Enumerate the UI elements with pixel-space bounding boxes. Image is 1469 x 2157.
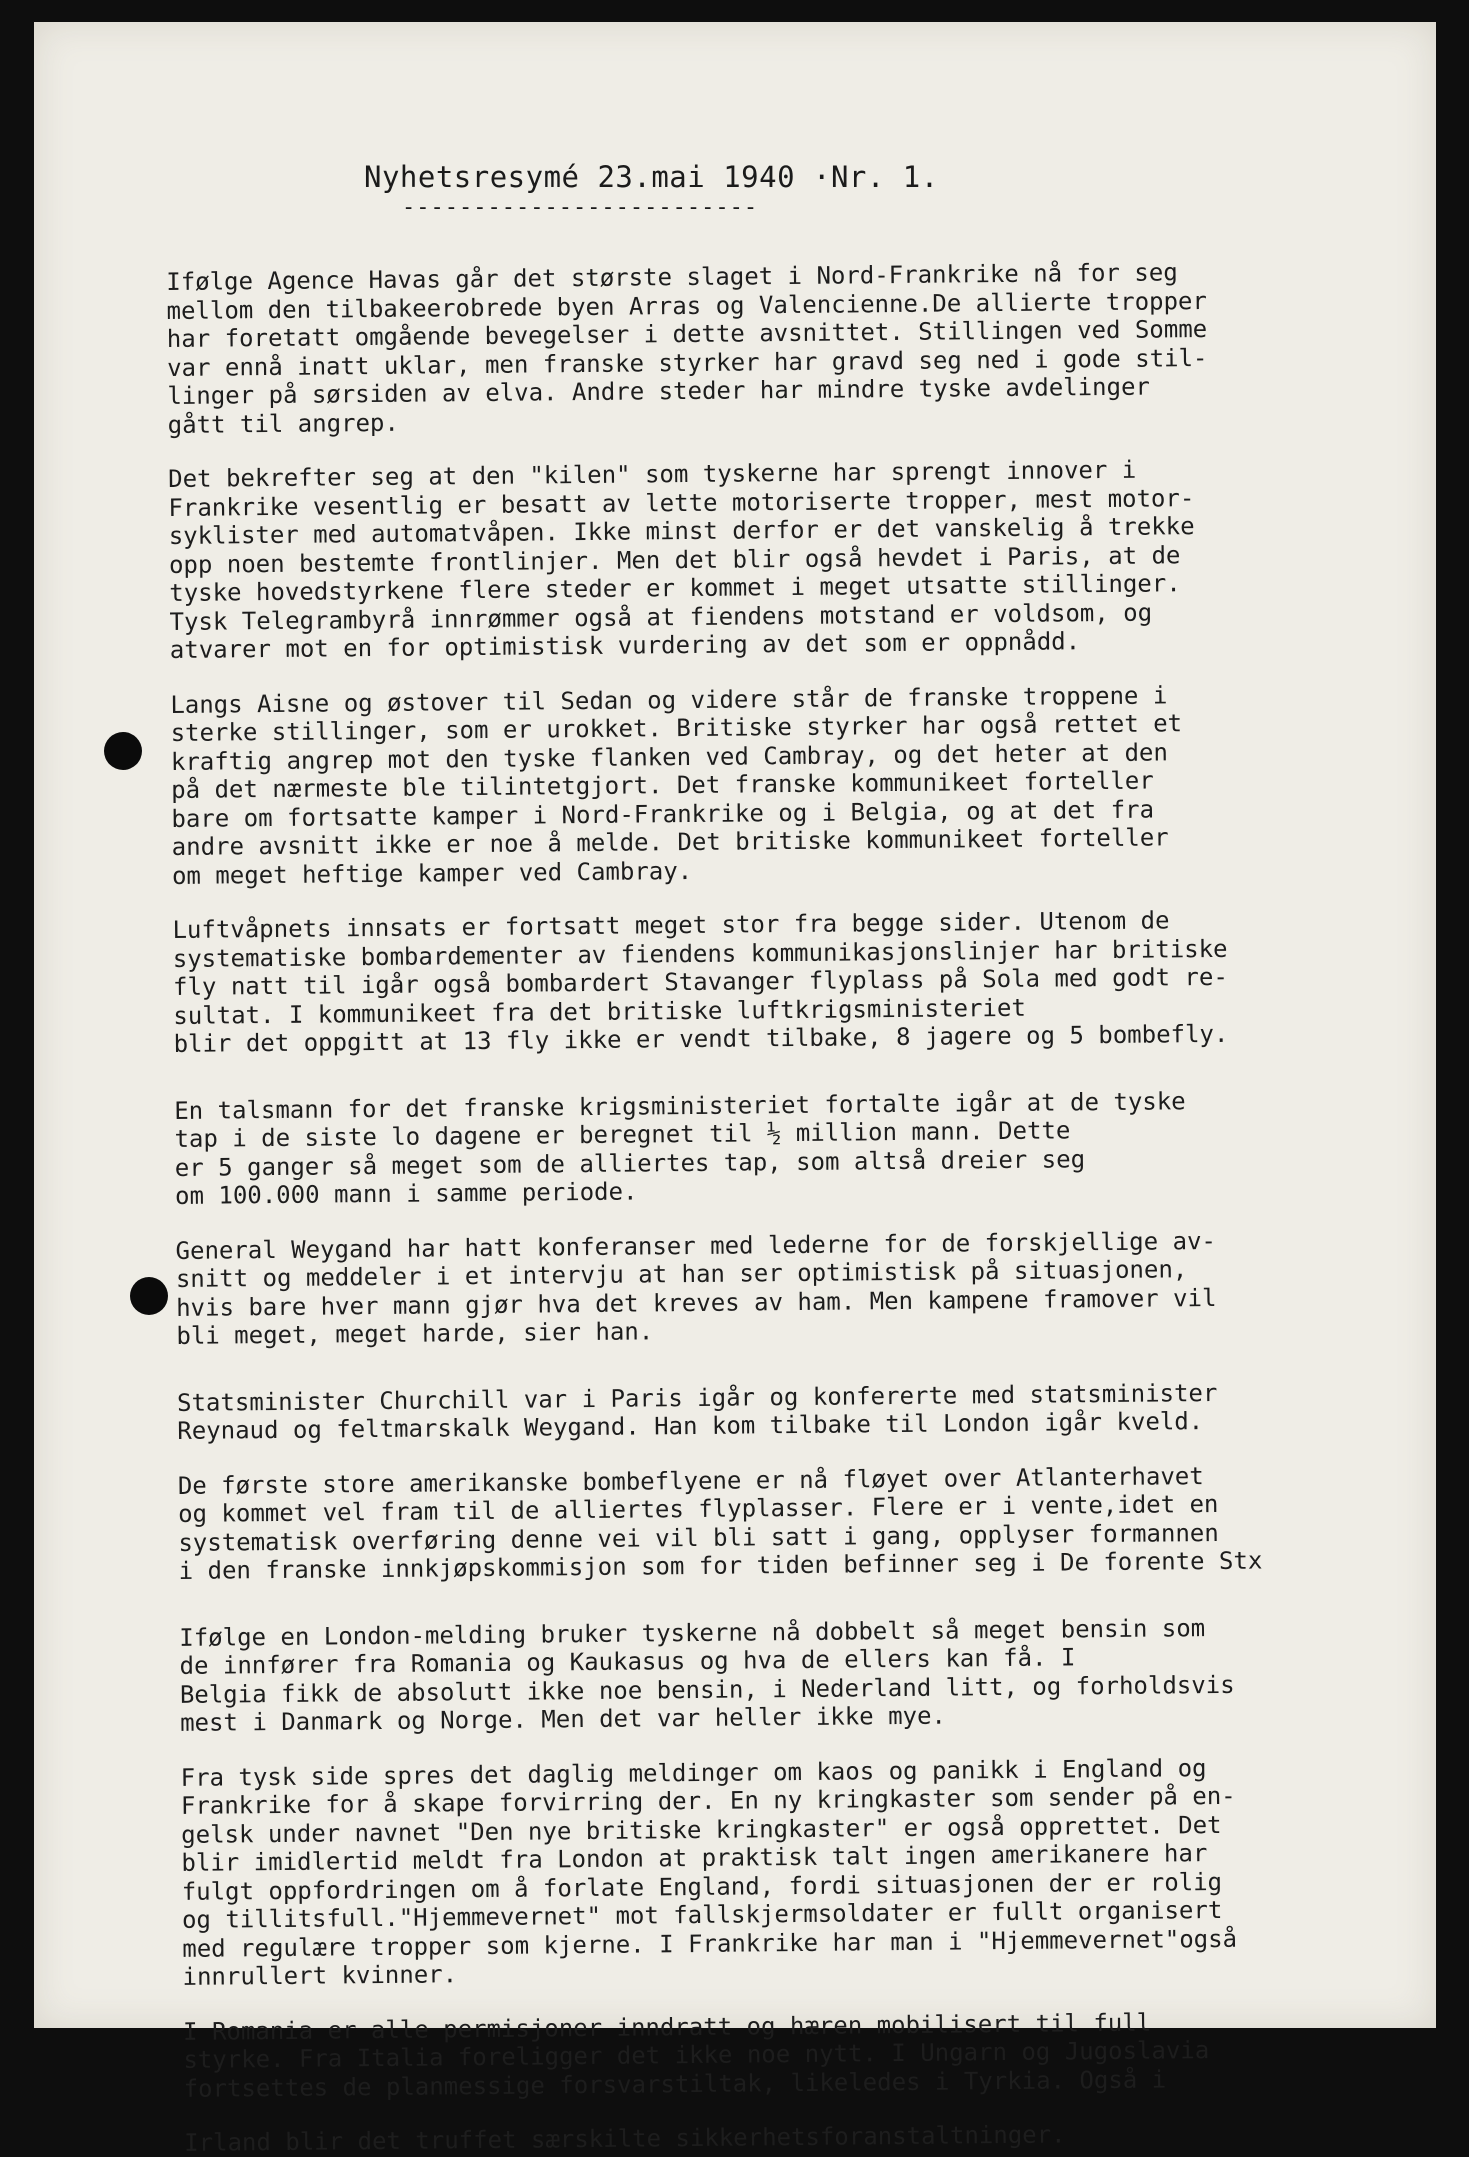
paragraph — [172, 904, 1428, 1059]
text-line: bli meget, meget harde, sier han. — [176, 1317, 654, 1350]
text-line: En talsmann for det franske krigsministeriet fortalte igår at de tyske — [174, 1086, 1186, 1125]
punch-hole — [130, 1277, 168, 1315]
text-line: Statsminister Churchill var i Paris igår og konfererte med statsminister — [176, 1378, 1218, 1417]
text-line: Frankrike vesentlig er besatt av lette motoriserte tropper, mest motor- — [168, 483, 1195, 522]
text-line: i den franske innkjøpskommisjon som for tiden befinner seg i De forente Stx — [178, 1546, 1263, 1585]
paragraph — [178, 1459, 1434, 1585]
text-line: Ifølge en London-melding bruker tyskerne nå dobbelt så meget bensin som — [179, 1613, 1206, 1652]
paragraph — [166, 256, 1423, 439]
text-line: Belgia fikk de absolutt ikke noe bensin, i Nederland litt, og forholdsvis — [179, 1670, 1235, 1709]
text-line: Ifølge Agence Havas går det største slaget i Nord-Frankrike nå for seg — [166, 258, 1178, 296]
text-line: de innfører fra Romania og Kaukasus og hva de ellers kan få. I — [179, 1643, 1076, 1680]
paragraph — [174, 1084, 1430, 1210]
text-line: mellom den tilbakeerobrede byen Arras og Valencienne.De allierte tropper — [166, 286, 1208, 325]
text-line: blir imidlertid meldt fra London at praktisk talt ingen amerikanere har — [181, 1839, 1208, 1877]
text-line: på det nærmeste ble tilintetgjort. Det franske kommunikeet forteller — [171, 766, 1154, 804]
text-line: mest i Danmark og Norge. Men det var heller ikke mye. — [180, 1701, 947, 1737]
text-line: fortsettes de planmessige forsvarstiltak, likeledes i Tyrkia. Også i — [183, 2064, 1167, 2103]
text-line: om 100.000 mann i samme periode. — [174, 1177, 638, 1210]
text-line: er 5 ganger så meget som de alliertes tap, som altså dreier seg — [174, 1144, 1086, 1182]
text-line: gelsk under navnet "Den nye britiske kringkaster" er også opprettet. Det — [181, 1810, 1222, 1849]
text-line: I Romania er alle permisjoner inndratt og hæren mobilisert til full — [182, 2008, 1152, 2046]
text-line: Frankrike for å skape forvirring der. En ny kringkaster som sender på en- — [180, 1781, 1236, 1820]
document-body — [166, 238, 1439, 2157]
text-line: om meget heftige kamper ved Cambray. — [171, 856, 693, 890]
text-line: Reynaud og feltmarskalk Weygand. Han kom tilbake til London igår kveld. — [177, 1407, 1204, 1445]
text-line: Luftvåpnets innsats er fortsatt meget stor fra begge sider. Utenom de — [172, 906, 1170, 944]
text-line: atvarer mot en for optimistisk vurdering av det som er oppnådd. — [169, 627, 1081, 664]
text-line: sterke stillinger, som er urokket. Britiske styrker har også rettet et — [170, 709, 1183, 747]
paragraph — [181, 1751, 1438, 1991]
text-line: kraftig angrep mot den tyske flanken ved Cambray, og det heter at den — [170, 737, 1168, 776]
paragraph — [183, 2005, 1439, 2103]
text-line: blir det oppgitt at 13 fly ikke er vendt tilbake, 8 jagere og 5 bombefly. — [173, 1019, 1229, 1058]
text-line: systematiske bombardementer av fiendens kommunikasjonslinjer har britiske — [172, 934, 1228, 973]
text-line: Det bekrefter seg at den "kilen" som tyskerne har sprengt innover i — [168, 455, 1137, 493]
text-line: og kommet vel fram til de alliertes flyplasser. Flere er i vente,idet en — [177, 1489, 1219, 1528]
text-line: snitt og meddeler i et intervju at han ser optimistisk på situasjonen, — [175, 1255, 1188, 1293]
paragraph — [170, 678, 1427, 890]
text-line: linger på sørsiden av elva. Andre steder har mindre tyske avdelinger — [167, 372, 1151, 410]
text-line: General Weygand har hatt konferanser med lederne for de forskjellige av- — [175, 1226, 1217, 1265]
paragraph — [179, 1611, 1435, 1737]
text-line: fulgt oppfordringen om å forlate England, fordi situasjonen der er rolig — [181, 1867, 1223, 1906]
text-line: hvis bare hver mann gjør hva det kreves av ham. Men kampene framover vil — [176, 1283, 1217, 1322]
punch-hole — [104, 732, 142, 770]
text-line: innrullert kvinner. — [182, 1960, 458, 1991]
text-line: har foretatt omgående bevegelser i dette avsnittet. Stillingen ved Somme — [166, 315, 1208, 353]
document-title: Nyhetsresymé 23.mai 1940 ·Nr. 1. — [364, 160, 939, 194]
text-line: tap i de siste lo dagene er beregnet til ½ million mann. Dette — [174, 1116, 1071, 1153]
text-line: gått til angrep. — [167, 408, 399, 439]
text-line: opp noen bestemte frontlinjer. Men det blir også hevdet i Paris, at de — [168, 540, 1181, 579]
text-line: andre avsnitt ikke er noe å melde. Det britiske kommunikeet forteller — [171, 823, 1169, 861]
document-page — [34, 22, 1436, 2157]
text-line: sultat. I kommunikeet fra det britiske luftkrigsministeriet — [173, 993, 1026, 1030]
text-line: med regulære tropper som kjerne. I Frankrike har man i "Hjemmevernet"også — [182, 1924, 1238, 1963]
paragraph — [175, 1224, 1431, 1350]
text-line: Langs Aisne og østover til Sedan og videre står de franske troppene i — [170, 680, 1168, 719]
text-line: Irland blir det truffet særskilte sikkerhetsforanstaltninger. — [184, 2120, 1066, 2157]
text-line: bare om fortsatte kamper i Nord-Frankrike og i Belgia, og at det fra — [171, 795, 1155, 833]
text-line: De første store amerikanske bombeflyene er nå fløyet over Atlanterhavet — [177, 1461, 1204, 1500]
title-underline: ------------------------- — [402, 195, 759, 220]
paragraph — [168, 453, 1425, 665]
text-line: og tillitsfull."Hjemmevernet" mot fallskjermsoldater er fullt organisert — [181, 1895, 1223, 1934]
text-line: fly natt til igår også bombardert Stavanger flyplass på Sola med godt re- — [172, 962, 1228, 1001]
text-line: syklister med automatvåpen. Ikke minst derfor er det vanskelig å trekke — [168, 512, 1195, 550]
text-line: styrke. Fra Italia foreligger det ikke noe nytt. I Ungarn og Jugoslavia — [183, 2036, 1210, 2074]
text-line: var ennå inatt uklar, men franske styrker har gravd seg ned i gode stil- — [166, 343, 1208, 382]
text-line: tyske hovedstyrkene flere steder er kommet i meget utsatte stillinger. — [169, 569, 1181, 607]
text-line: Tysk Telegrambyrå innrømmer også at fiendens motstand er voldsom, og — [169, 598, 1153, 636]
text-line: Fra tysk side spres det daglig meldinger om kaos og panikk i England og — [180, 1753, 1207, 1792]
text-line: systematisk overføring denne vei vil bli satt i gang, opplyser formannen — [178, 1518, 1219, 1557]
